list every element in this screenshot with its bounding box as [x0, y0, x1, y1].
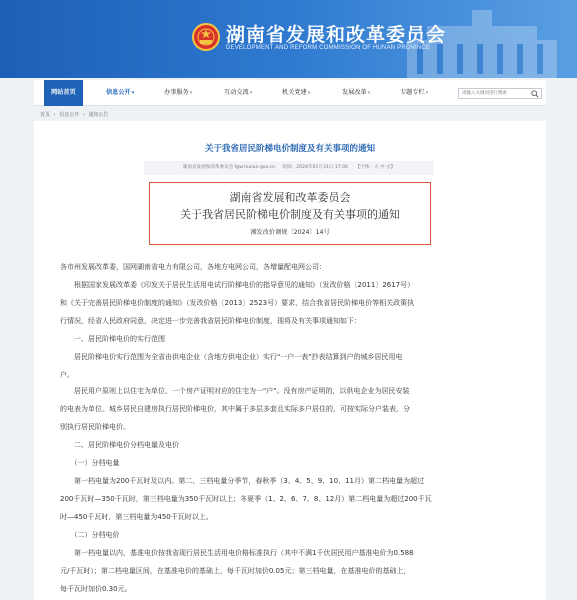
subsection-heading: （二）分档电价 — [60, 531, 120, 539]
article-card — [34, 121, 546, 600]
paragraph: 第一档电量为200千瓦时及以内。第二、三档电量分季节，春秋季（3、4、5、9、10、11月）第二档电量为超过 — [60, 477, 424, 485]
main-nav — [34, 80, 546, 106]
chevron-down-icon: ▾ — [189, 90, 193, 96]
document-title: 关于我省居民阶梯电价制度及有关事项的通知 — [180, 208, 400, 221]
section-heading: 二、居民阶梯电价分档电量及电价 — [60, 441, 179, 449]
paragraph: 200千瓦时—350千瓦时，第三档电量为350千瓦时以上；冬夏季（1、2、6、7、8、12月）第二档电量为超过200千瓦 — [60, 495, 432, 503]
breadcrumb-home[interactable]: 首页 — [40, 112, 51, 118]
nav-interaction[interactable]: 互动交流▾ — [224, 89, 253, 96]
paragraph: 元/千瓦时）；第二档电量区间，在基准电价的基础上，每千瓦时加价0.05元；第三档电量，在基准电价的基础上， — [60, 567, 411, 575]
article-source: 湖南省发展和改革委员会 fgw.hunan.gov.cn — [182, 165, 275, 170]
breadcrumb-separator: › — [53, 112, 56, 118]
document-number: 湘发改价调规〔2024〕14号 — [250, 229, 330, 236]
chevron-down-icon: ▾ — [249, 90, 253, 96]
nav-info-public[interactable]: 信息公开▾ — [106, 89, 135, 96]
national-emblem-icon — [192, 22, 220, 52]
chevron-down-icon: ▾ — [367, 90, 371, 96]
search-icon[interactable] — [531, 90, 539, 98]
paragraph: 居民用户原则上以住宅为单位，一个房产证明对应的住宅为一"户"。没有房产证明的，以供电企业为居民安装 — [60, 387, 410, 395]
chevron-down-icon: ▾ — [425, 90, 429, 96]
chevron-down-icon: ▾ — [307, 90, 311, 96]
breadcrumb — [40, 111, 110, 118]
nav-development-reform[interactable]: 发展改革▾ — [342, 89, 371, 96]
breadcrumb-notices[interactable]: 通知公告 — [88, 112, 109, 118]
nav-party-building[interactable]: 机关党建▾ — [282, 89, 311, 96]
search-box — [458, 88, 542, 99]
chevron-down-icon: ▾ — [131, 90, 135, 96]
article-meta — [144, 161, 434, 175]
paragraph: 和《关于完善居民阶梯电价制度的通知》（发改价格〔2013〕2523号）要求，结合我省居民阶梯电价等相关政策执 — [60, 299, 415, 307]
article-time: 时间：2024年01月31日 17:06 — [282, 165, 349, 170]
paragraph: 居民阶梯电价实行范围为全省由供电企业（含地方供电企业）实行"一户一表"抄表结算到户的城乡居民用电 — [60, 353, 403, 361]
article-title: 关于我省居民阶梯电价制度及有关事项的通知 — [204, 144, 375, 154]
paragraph: 行情况，经省人民政府同意，决定进一步完善我省居民阶梯电价制度，现将及有关事项通知如下： — [60, 317, 361, 325]
document-issuer: 湖南省发展和改革委员会 — [229, 191, 351, 204]
document-header-box — [149, 182, 431, 245]
breadcrumb-info-public[interactable]: 信息公开 — [59, 112, 80, 118]
paragraph: 第一档电量以内，基准电价按我省现行居民生活用电价格标准执行（其中不满1千伏居民用户基准电价为0.588 — [60, 549, 414, 557]
search-input[interactable] — [462, 89, 530, 98]
header-banner — [0, 0, 577, 78]
paragraph: 各市州发展改革委，国网湖南省电力有限公司，各地方电网公司，各增量配电网公司： — [60, 263, 326, 271]
site-title: 湖南省发展和改革委员会 — [226, 24, 447, 46]
paragraph: 的电表为单位。城乡居民自建房执行居民阶梯电价，其中属于多层多套且实际多户居住的，可按实际分户装表，分 — [60, 405, 410, 413]
site-subtitle: DEVELOPMENT AND REFORM COMMISSION OF HUNAN PROVINCE — [226, 45, 431, 51]
paragraph: 根据国家发展改革委《印发关于居民生活用电试行阶梯电价的指导意见的通知》（发改价格〔2011〕2617号） — [60, 281, 415, 289]
font-size-control[interactable]: 【字体：大 中 小】 — [355, 165, 396, 170]
paragraph: 每千瓦时加价0.30元。 — [60, 585, 132, 593]
breadcrumb-separator: › — [82, 112, 85, 118]
nav-home[interactable]: 网站首页 — [44, 80, 83, 106]
nav-special-topics[interactable]: 专题专栏▾ — [400, 89, 429, 96]
nav-services[interactable]: 办事服务▾ — [164, 89, 193, 96]
paragraph: 时—450千瓦时，第三档电量为450千瓦时以上。 — [60, 513, 213, 521]
paragraph: 别执行居民阶梯电价。 — [60, 423, 130, 431]
paragraph: 户。 — [60, 371, 74, 379]
section-heading: 一、居民阶梯电价的实行范围 — [60, 335, 165, 343]
subsection-heading: （一）分档电量 — [60, 459, 120, 467]
